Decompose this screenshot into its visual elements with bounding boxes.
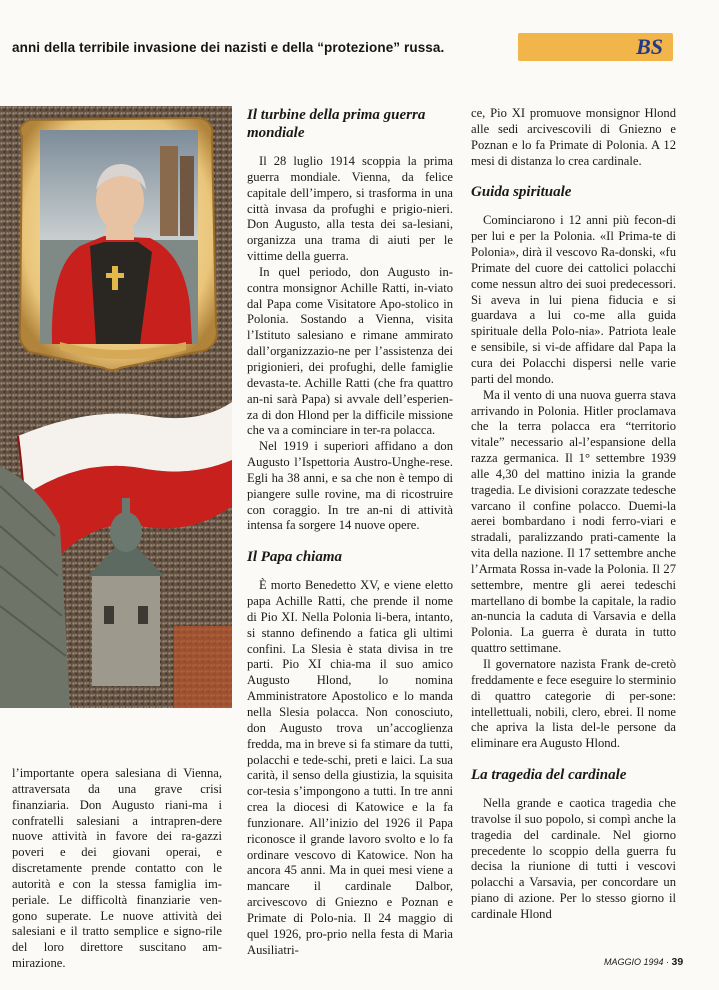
section-heading: Guida spirituale bbox=[471, 184, 572, 201]
paragraph: In quel periodo, don Augusto in-contra monsignor Achille Ratti, in-viato dal Papa come Visitatore Apo-stolico in Polonia. Sostando a Vienna, visita l’Istituto salesiano e rimane ammirato dall’organizzazio-ne per l’assistenza dei prigionieri, dei profughi, delle famiglie devasta-te. Achille Ratti (che fra quattro an-ni sarà Papa) si avvale dell’esperien-za di don Hlond per la difficile missione che va a cominciare in ter-ra polacca. bbox=[247, 264, 453, 438]
paragraph: Nel 1919 i superiori affidano a don Augusto l’Ispettoria Austro-Unghe-rese. Egli ha 38 anni, e sa che non è tempo di piangere sulle rovine, ma di ricostruire con coraggio. In tre an-ni di attività intensa fa sorgere 14 nuove opere. bbox=[247, 439, 453, 533]
left-column bbox=[12, 766, 222, 972]
cardinal-hlond-photo-collage bbox=[0, 106, 232, 708]
paragraph: Il 28 luglio 1914 scoppia la prima guerra mondiale. Vienna, da felice capitale dell’impero, si trasforma in una città invasa da profughi e prigio-nieri. Don Augusto, alla testa dei sa-lesiani, organizza una trama di aiuti per le vittime della guerra. bbox=[247, 154, 453, 264]
issue-date: MAGGIO 1994 · bbox=[604, 957, 670, 967]
section-heading: Il turbine della prima guerra mondiale bbox=[247, 107, 426, 141]
paragraph: Il governatore nazista Frank de-cretò freddamente e fece eseguire lo sterminio di quattro categorie di per-sone: intellettuali, nobili, clero, ebrei. Il nome che apriva la lista del-le persone da eliminare era Augusto Hlond. bbox=[471, 657, 676, 751]
paragraph: È morto Benedetto XV, e viene eletto papa Achille Ratti, che prende il nome di Pio XI. Nella Polonia li-bera, intanto, si stanno definendo a fatica gli ultimi confini. La Slesia è stata divisa in tre parti. Pio XI chia-ma il suo amico Augusto Hlond, lo nomina Amministratore Apostolico e lo manda nella Slesia polacca. Non conosciuto, don Augusto trova un’accoglienza fredda, ma in breve si fa stimare da tutti, polacchi e tede-schi, preti e laici. La sua carità, il senso della giustizia, la squisita cor-tesia s’impongono a tutti. In tre anni crea la diocesi di Katowice e la fa funzionare. All’inizio del 1926 il Papa riconosce il grande lavoro svolto e lo fa ordinare vescovo di Katowice. Non ha ancora 45 anni. Ma in quei mesi viene a mancare il cardinale Dalbor, arcivescovo di Gniezno e Poznan e Primate di Polo-nia. Il 24 maggio di quel 1926, pro-prio nella festa di Maria Ausiliatri- bbox=[247, 578, 453, 957]
middle-column bbox=[247, 106, 453, 959]
section-heading: La tragedia del cardinale bbox=[471, 767, 627, 784]
paragraph: l’importante opera salesiana di Vienna, attraversata da una grave crisi finanziaria. Don Augusto riani-ma i confratelli salesiani a intrapren-dere nuove attività in favore dei ra-gazzi poveri e dei giovani operai, e discretamente prende contatto con le autorità e con la stessa famiglia im-periale. Le difficoltà finanziarie ven-gono superate. Le nuove attività dei salesiani e il tratto semplice e signo-rile del loro direttore suscitano am-mirazione. bbox=[12, 766, 222, 971]
page-number: 39 bbox=[671, 956, 684, 968]
paragraph: Cominciarono i 12 anni più fecon-di per lui e per la Polonia. «Il Prima-te di Polonia», dirà il vescovo Ra-donski, «fu Primate del cuore dei cattolici polacchi come nessun altro dei suoi predecessori. Si aveva in lui piena fiducia e si guardava a lui co-me alla guida spirituale della Polo-nia». Patriota leale e sensibile, si vi-de affidare dal Papa la cura dei Polacchi dispersi nelle varie parti del mondo. bbox=[471, 213, 676, 386]
paragraph: Ma il vento di una nuova guerra stava arrivando in Polonia. Hitler proclamava che la terra polacca era “territorio vitale” necessario al-l’espansione della razza germanica. Il 1° settembre 1939 alle 4,30 del mattino inizia la grande tragedia. Le divisioni corazzate tedesche varcano il confine polacco. Duemi-la aerei bombardano i nodi ferro-viari e stradali, paralizzando prati-camente la vita della nazione. Il 17 settembre anche l’Armata Rossa in-vade la Polonia. Il 27 settembre, mentre gli aerei tedeschi martellano di bombe la capitale, la radio an-nuncia la caduta di Varsavia e della Polonia. La guerra è durata in tutto quattro settimane. bbox=[471, 387, 676, 656]
page-footer bbox=[604, 956, 683, 968]
paragraph: ce, Pio XI promuove monsignor Hlond alle sedi arcivescovili di Gniezno e Poznan e lo fa Primate di Polonia. A 12 mesi di distanza lo crea cardinale. bbox=[471, 106, 676, 168]
badge-label: BS bbox=[636, 34, 663, 59]
running-title: anni della terribile invasione dei nazisti e della “protezione” russa. bbox=[12, 40, 445, 55]
paragraph: Nella grande e caotica tragedia che travolse il suo popolo, si compì anche la tragedia del cardinale. Nel giorno precedente lo scoppio della guerra fu decisa la riunione di tutti i vescovi polacchi a Varsavia, per concordare un piano di azione. Per lo stesso giorno il cardinale Hlond bbox=[471, 796, 676, 921]
right-column bbox=[471, 106, 676, 923]
section-badge bbox=[518, 33, 673, 61]
section-heading: Il Papa chiama bbox=[247, 549, 343, 566]
